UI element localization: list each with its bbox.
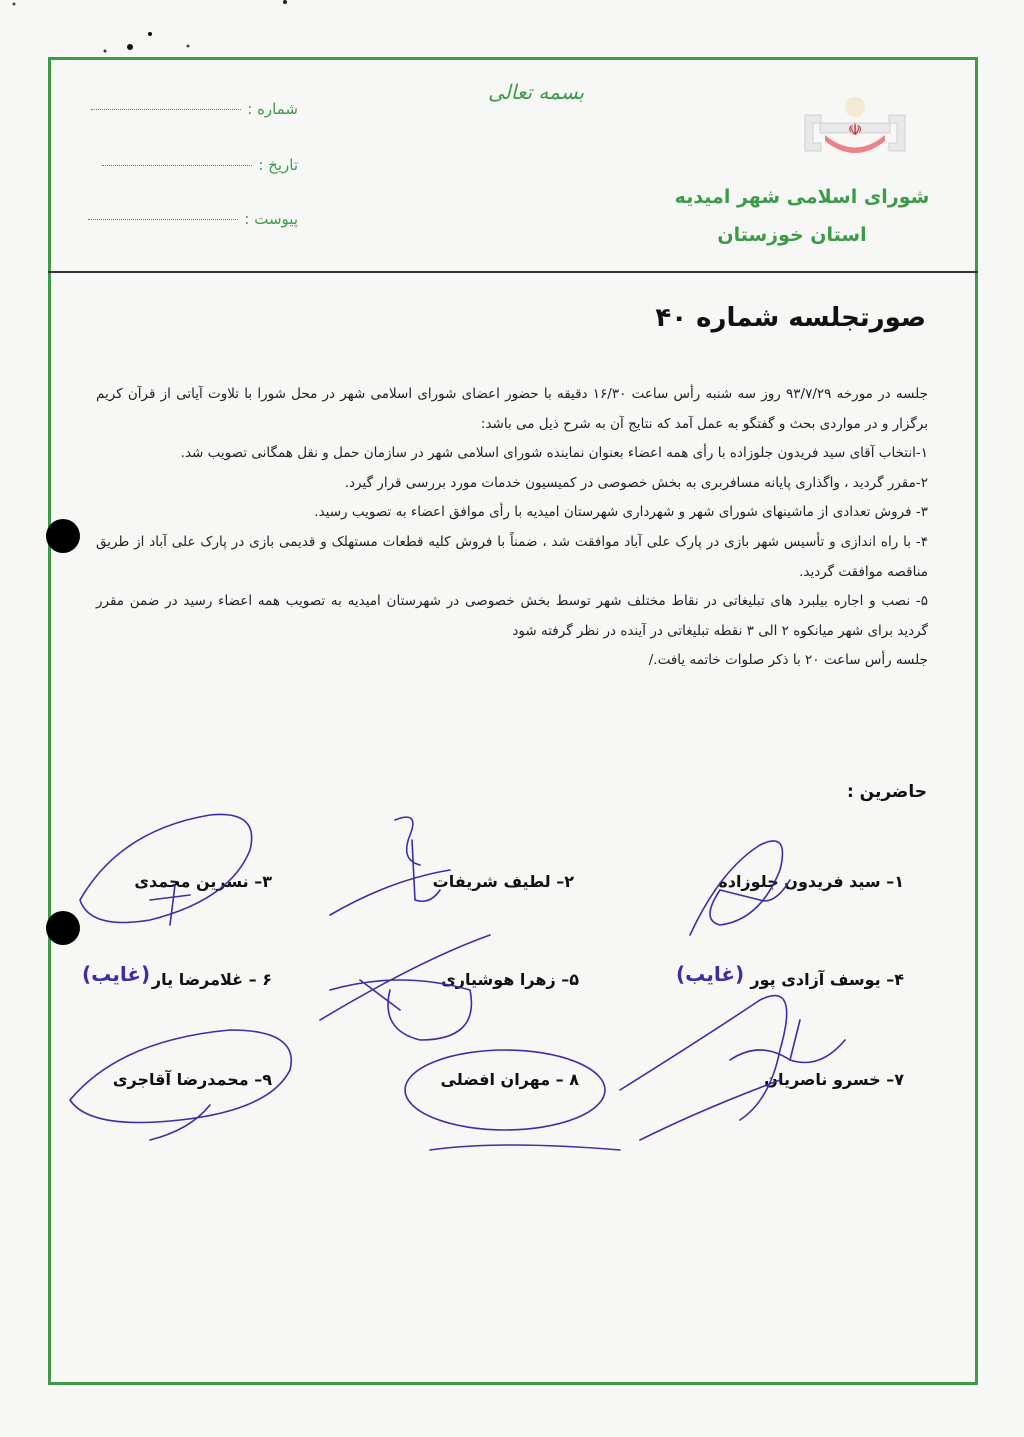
- punch-hole-top: [46, 519, 80, 553]
- signature-8: [405, 1050, 605, 1130]
- minutes-closing: جلسه رأس ساعت ۲۰ با ذکر صلوات خاتمه یافت./: [648, 652, 928, 669]
- organization-name: شورای اسلامی شهر امیدیه: [674, 186, 930, 208]
- attendee-7: ۷– خسرو ناصریان: [764, 1070, 904, 1089]
- number-label: شماره :: [247, 100, 298, 118]
- minutes-item-5: ۵- نصب و اجاره بیلبرد های تبلیغاتی در نقاط مختلف شهر توسط بخش خصوصی در شهرستان امیدیه به تصویب همه اعضاء رسید در ضمن مقرر گردید برای شهر میانکوه ۲ الی ۳ نقطه تبلیغاتی در آینده در نظر گرفته شود: [96, 593, 928, 639]
- document-title: صورتجلسه شماره ۴۰: [655, 303, 926, 333]
- attendee-2: ۲– لطیف شریفات: [432, 872, 574, 891]
- attendee-3: ۳– نسرین محمدی: [134, 872, 272, 891]
- attendees-heading: حاضرین :: [846, 782, 927, 802]
- attachment-label: پیوست :: [244, 210, 298, 228]
- basmala-calligraphy: بسمه تعالی: [488, 80, 585, 104]
- attendee-4: ۴– یوسف آزادی پور: [750, 970, 904, 989]
- attendee-8: ۸ – مهران افضلی: [440, 1070, 579, 1089]
- minutes-item-4: ۴- با راه اندازی و تأسیس شهر بازی در پارک علی آباد موافقت شد ، ضمناً با فروش کلیه قطعات مستهلک و قدیمی بازی در پارک علی آباد از طریق مناقصه موافقت گردید.: [96, 533, 928, 580]
- absent-note-6: (غایب): [82, 962, 151, 986]
- svg-text:☫: ☫: [847, 120, 863, 139]
- signature-2: [330, 817, 450, 915]
- date-label: تاریخ :: [258, 156, 298, 174]
- signature-7: [620, 996, 845, 1140]
- minutes-intro: جلسه در مورخه ۹۳/۷/۲۹ روز سه شنبه رأس ساعت ۱۶/۳۰ دقیقه با حضور اعضای شورای اسلامی شهر در محل شورا با تلاوت آیاتی از قرآن کریم برگزار و در مواردی بحث و گفتگو به عمل آمد که نتایج آن به شرح ذیل می باشد:: [96, 386, 928, 432]
- attendee-1: ۱– سید فریدون جلوزاده: [718, 872, 904, 891]
- attendee-6: ۶ – غلامرضا یار: [151, 970, 272, 989]
- signature-5: [320, 935, 490, 1040]
- absent-note-4: (غایب): [676, 962, 745, 986]
- signature-1: [690, 841, 790, 935]
- minutes-item-1: ۱-انتخاب آقای سید فریدون جلوزاده با رأی همه اعضاء بعنوان نماینده شورای اسلامی شهر در سازمان حمل و نقل همگانی تصویب شد.: [180, 445, 928, 462]
- province-name: استان خوزستان: [717, 224, 867, 246]
- punch-hole-bottom: [46, 911, 80, 945]
- attendee-5: ۵– زهرا هوشیاری: [441, 970, 579, 989]
- signature-9: [70, 1030, 291, 1140]
- minutes-item-3: ۳- فروش تعدادی از ماشینهای شورای شهر و شهرداری شهرستان امیدیه با رأی موافق اعضاء به تصویب رسید.: [314, 504, 928, 521]
- attendee-9: ۹– محمدرضا آقاجری: [112, 1070, 272, 1089]
- signature-3: [80, 814, 252, 925]
- minutes-item-2: ۲-مقرر گردید ، واگذاری پایانه مسافربری به بخش خصوصی در کمیسیون خدمات مورد بررسی قرار گیرد.: [344, 474, 928, 491]
